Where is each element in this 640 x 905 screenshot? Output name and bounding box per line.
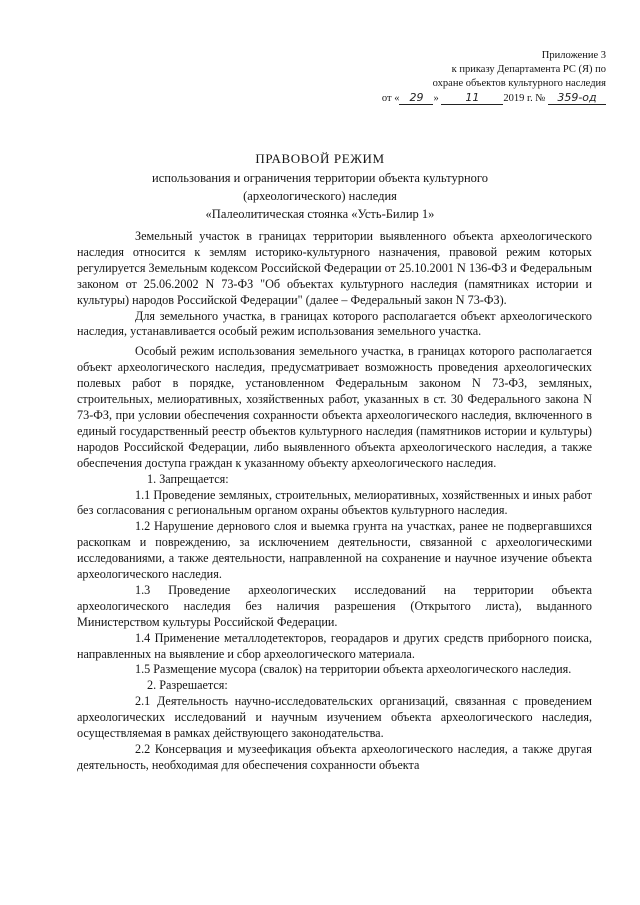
date-day-blank	[399, 92, 433, 105]
item-1-1: 1.1 Проведение земляных, строительных, мелиоративных, хозяйственных и иных работ без согласования с региональным органом охраны объектов культурного наследия.	[77, 487, 592, 518]
title-line-1: использования и ограничения территории объекта культурного	[152, 171, 488, 185]
paragraph-regime-details: Особый режим использования земельного участка, в границах которого располагается объект археологического наследия, предусматривает возможность проведения археологических полевых работ в порядке, установленном Федеральным законом N 73-ФЗ, земляных, строительных, мелиоративных, хозяйственных работ, указанных в ст. 30 Федерального закона N 73-ФЗ, при условии обеспечения сохранности объекта археологического наследия, включенного в единый государственный реестр объектов культурного наследия (памятников истории и культуры) народов Российской Федерации, либо выявленного объекта археологического наследия, а также обеспечения доступа граждан к указанному объекту археологического наследия.	[77, 344, 592, 470]
order-number-handwritten: 359-од	[557, 90, 597, 104]
item-1-4: 1.4 Применение металлодетекторов, георадаров и других средств приборного поиска, направленных на выявление и сбор археологического материала.	[77, 630, 592, 661]
item-1-2: 1.2 Нарушение дернового слоя и выемка грунта на участках, ранее не подвергавшихся раскопкам и повреждению, за исключением деятельности, связанной с археологическими исследованиями, а также деятельности, направленной на сохранение и научное изучение объекта археологического наследия.	[77, 519, 592, 582]
paragraph-land-status: Земельный участок в границах территории выявленного объекта археологического наследия относится к землям историко-культурного назначения, правовой режим которых регулируется Земельным кодексом Российской Федерации от 25.10.2001 N 136-ФЗ и Федеральным законом от 25.06.2002 N 73-ФЗ "Об объектах культурного наследия (памятниках истории и культуры) народов Российской Федерации" (далее – Федеральный закон N 73-ФЗ).	[77, 229, 592, 307]
date-day-handwritten: 29	[409, 90, 424, 104]
date-prefix: от «	[381, 92, 400, 104]
appendix-label: Приложение 3	[541, 50, 606, 61]
title-line-3: «Палеолитическая стоянка «Усть-Билир 1»	[205, 207, 435, 221]
section-heading-prohibited: 1. Запрещается:	[147, 471, 229, 486]
date-month-blank	[441, 92, 503, 105]
item-2-1: 2.1 Деятельность научно-исследовательских организаций, связанная с проведением археологических исследований и научным изучением объекта археологического наследия, осуществляемая в рамках действующего законодательства.	[77, 694, 592, 741]
title-line-2: (археологического) наследия	[243, 189, 397, 203]
item-2-2: 2.2 Консервация и музеефикация объекта археологического наследия, а также другая деятельность, необходимая для обеспечения сохранности объекта	[77, 742, 592, 772]
item-1-3: 1.3 Проведение археологических исследований на территории объекта археологического наследия без наличия разрешения (Открытого листа), выданного Министерством культуры Российской Федерации.	[77, 582, 592, 629]
paragraph-special-regime: Для земельного участка, в границах которого располагается объект археологического наследия, устанавливается особый режим использования земельного участка.	[77, 308, 592, 339]
date-month-handwritten: 11	[465, 90, 480, 104]
section-heading-permitted: 2. Разрешается:	[147, 678, 228, 693]
date-year-label: 2019 г. №	[503, 92, 546, 104]
page-title: ПРАВОВОЙ РЕЖИМ	[255, 151, 385, 166]
title-block	[60, 150, 580, 223]
item-1-5: 1.5 Размещение мусора (свалок) на территории объекта археологического наследия.	[135, 662, 572, 677]
appendix-date-line	[346, 92, 606, 106]
document-body	[77, 229, 592, 774]
appendix-block	[346, 49, 606, 106]
appendix-department: охране объектов культурного наследия	[432, 78, 606, 90]
date-mid: »	[433, 92, 439, 104]
order-number-blank	[548, 92, 606, 105]
appendix-order-ref: к приказу Департамента РС (Я) по	[451, 64, 606, 76]
